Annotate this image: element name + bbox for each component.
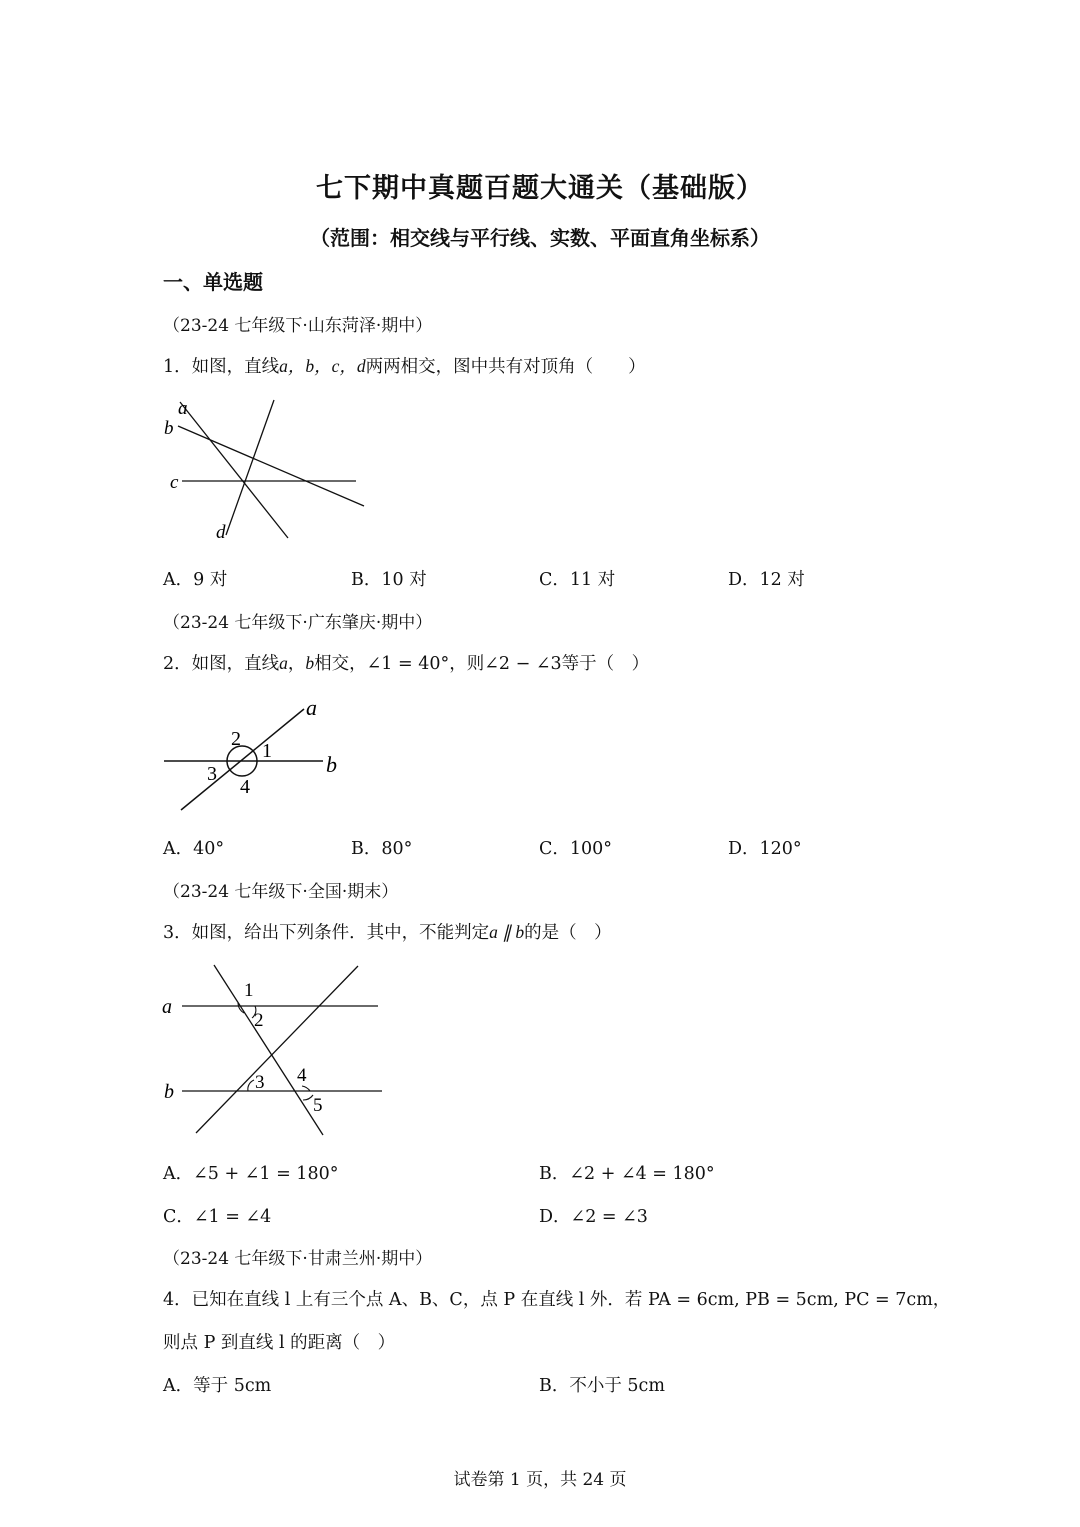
question-2-stem-b: 相交， [314, 654, 367, 674]
question-1-vars: a，b，c，d [279, 356, 366, 376]
question-1-option-d[interactable]: D．12 对 [728, 570, 805, 590]
question-3-stem-b: 的是（ ） [524, 923, 612, 943]
question-1-stem-b: 两两相交，图中共有对顶角（ ） [365, 357, 646, 377]
question-4-number: 4． [163, 1290, 192, 1310]
question-1-number: 1． [163, 357, 192, 377]
question-2-stem-c: ，则 [449, 654, 485, 674]
angle-label-4: 4 [240, 776, 250, 798]
question-1-option-b[interactable]: B．10 对 [351, 570, 427, 590]
question-1-text [163, 353, 646, 378]
question-2-option-a[interactable]: A．40° [163, 839, 225, 859]
angle-label-2: 2 [231, 728, 241, 750]
question-3-option-c[interactable]: C．∠1 = ∠4 [163, 1207, 272, 1227]
question-3-text [163, 919, 612, 944]
question-2-stem-a: 如图，直线 [191, 654, 280, 674]
line-label-c: c [170, 472, 179, 493]
question-2-sep: ， [287, 654, 306, 674]
question-1-source: （23-24 七年级下·山东菏泽·期中） [163, 316, 433, 336]
line-label-d: d [216, 522, 226, 543]
line-label-a: a [162, 996, 172, 1018]
question-2-source: （23-24 七年级下·广东肇庆·期中） [163, 613, 433, 633]
question-3-stem-a: 如图，给出下列条件．其中，不能判定 [191, 923, 490, 943]
question-2-text [163, 650, 649, 675]
question-2-math2: ∠2 − ∠3 [484, 654, 562, 674]
question-4-source: （23-24 七年级下·甘肃兰州·期中） [163, 1249, 433, 1269]
question-4-stem-line1: 已知在直线 l 上有三个点 A、B、C，点 P 在直线 l 外．若 PA = 6cm, PB = 5cm, PC = 7cm， [191, 1290, 951, 1310]
page-subtitle: （范围：相交线与平行线、实数、平面直角坐标系） [310, 226, 770, 250]
line-label-a: a [178, 398, 188, 419]
question-2-number: 2． [163, 654, 192, 674]
line-label-b: b [164, 1081, 174, 1103]
angle-label-1: 1 [244, 980, 254, 1001]
question-4-option-a[interactable]: A．等于 5cm [163, 1376, 272, 1396]
question-3-source: （23-24 七年级下·全国·期末） [163, 882, 399, 902]
question-2-figure [160, 692, 360, 822]
question-2-var-b: b [305, 653, 315, 673]
question-1-figure [160, 392, 380, 552]
question-4-text-line2: 则点 P 到直线 l 的距离（ ） [163, 1333, 396, 1353]
line-label-b: b [164, 418, 174, 439]
question-2-option-c[interactable]: C．100° [539, 839, 613, 859]
question-2-option-b[interactable]: B．80° [351, 839, 413, 859]
angle-label-5: 5 [313, 1095, 323, 1116]
line-label-b: b [326, 752, 337, 777]
question-2-option-d[interactable]: D．120° [728, 839, 802, 859]
question-3-number: 3． [163, 923, 192, 943]
angle-label-1: 1 [262, 740, 272, 762]
question-3-figure [160, 960, 400, 1140]
question-2-math: ∠1 = 40° [366, 654, 450, 674]
question-3-option-a[interactable]: A．∠5 + ∠1 = 180° [163, 1164, 339, 1184]
line-label-a: a [306, 695, 317, 720]
question-4-option-b[interactable]: B．不小于 5cm [539, 1376, 665, 1396]
question-3-option-d[interactable]: D．∠2 = ∠3 [539, 1207, 648, 1227]
page-footer: 试卷第 1 页，共 24 页 [453, 1470, 627, 1490]
section-heading: 一、单选题 [163, 270, 263, 294]
angle-label-3: 3 [207, 763, 217, 785]
question-2-stem-d: 等于（ ） [561, 654, 650, 674]
angle-label-4: 4 [297, 1065, 307, 1086]
page-title: 七下期中真题百题大通关（基础版） [316, 173, 764, 204]
angle-label-3: 3 [255, 1072, 265, 1093]
question-1-option-c[interactable]: C．11 对 [539, 570, 616, 590]
question-1-option-a[interactable]: A．9 对 [163, 570, 228, 590]
question-3-option-b[interactable]: B．∠2 + ∠4 = 180° [539, 1164, 715, 1184]
angle-label-2: 2 [254, 1010, 264, 1031]
question-3-math: a ∥ b [489, 922, 525, 942]
question-2-var-a: a [279, 653, 288, 673]
question-1-stem-a: 如图，直线 [191, 357, 280, 377]
question-4-text-line1 [163, 1286, 950, 1311]
